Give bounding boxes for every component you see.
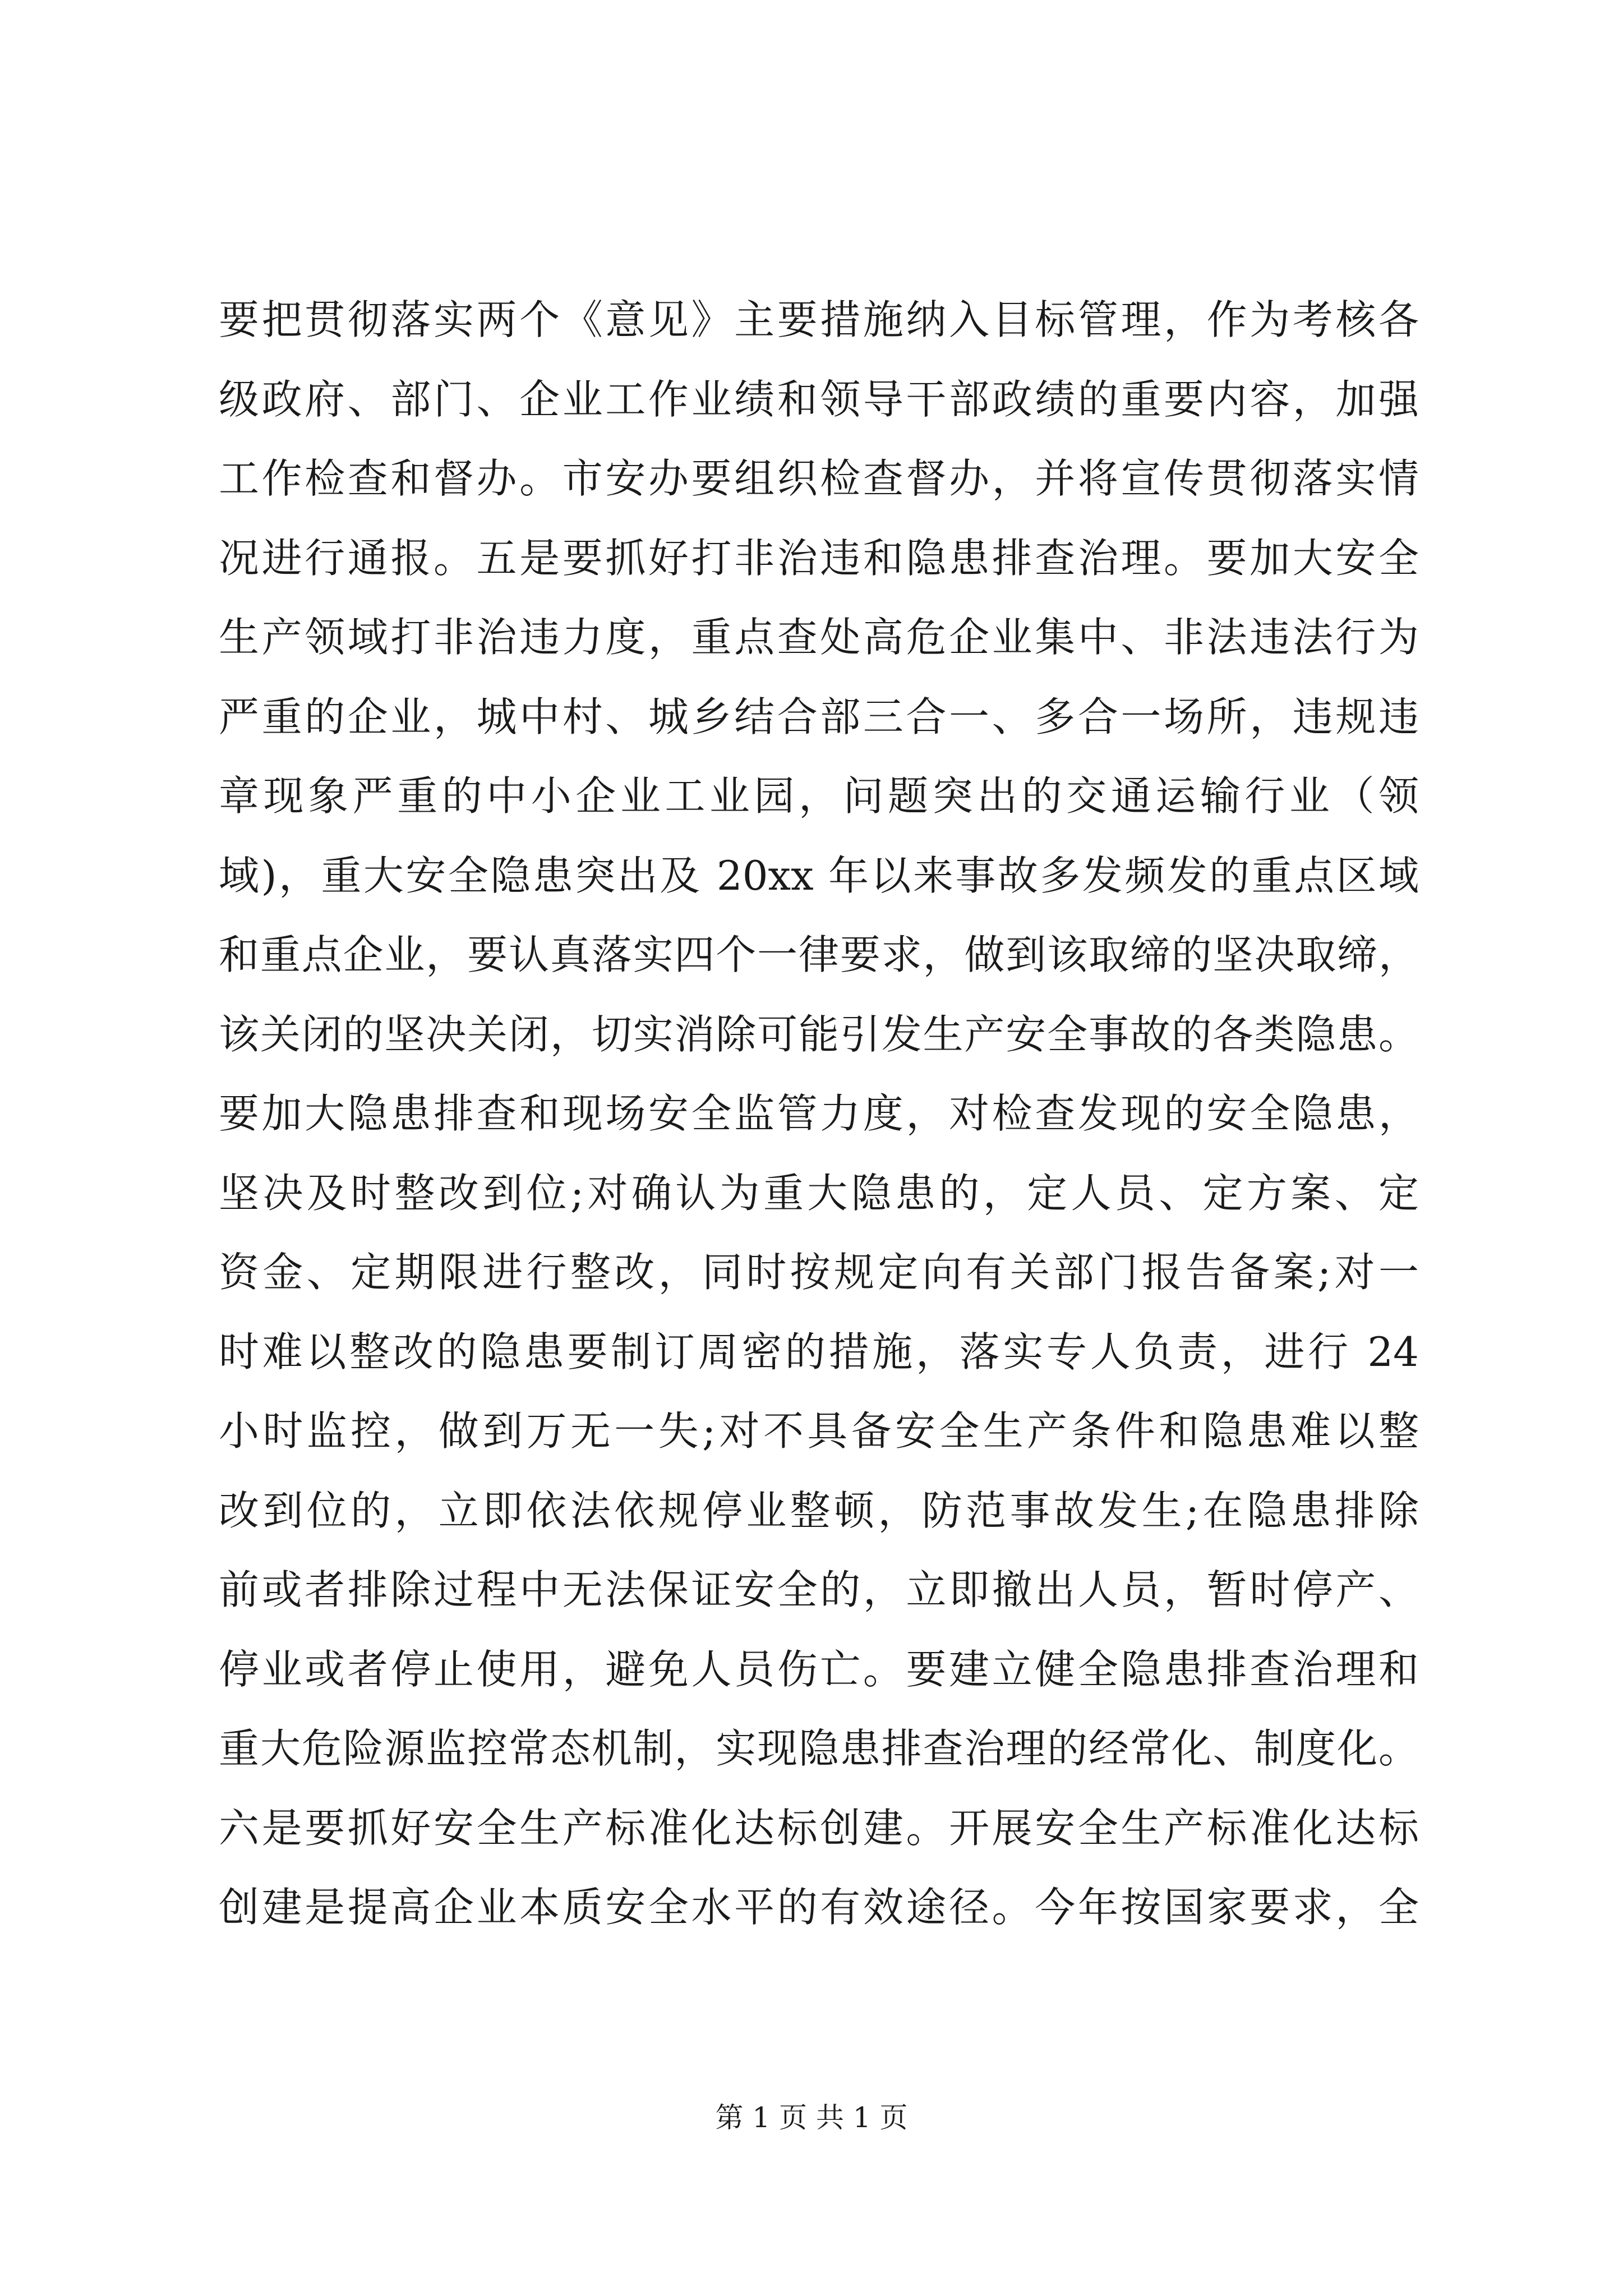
text-line: 要把贯彻落实两个《意见》主要措施纳入目标管理，作为考核各 <box>219 296 1419 343</box>
text-line: 要加大隐患排查和现场安全监管力度，对检查发现的安全隐患， <box>219 1090 1419 1137</box>
text-line: 停业或者停止使用，避免人员伤亡。要建立健全隐患排查治理和 <box>219 1645 1419 1693</box>
text-line: 坚决及时整改到位;对确认为重大隐患的，定人员、定方案、定 <box>219 1169 1419 1217</box>
text-line: 改到位的，立即依法依规停业整顿，防范事故发生;在隐患排除 <box>219 1487 1419 1534</box>
text-line: 重大危险源监控常态机制，实现隐患排查治理的经常化、制度化。 <box>219 1725 1419 1772</box>
text-line: 章现象严重的中小企业工业园，问题突出的交通运输行业（领 <box>219 772 1419 820</box>
text-line: 和重点企业，要认真落实四个一律要求，做到该取缔的坚决取缔， <box>219 931 1419 978</box>
body-text <box>219 280 1419 1948</box>
text-line: 六是要抓好安全生产标准化达标创建。开展安全生产标准化达标 <box>219 1804 1419 1852</box>
page-footer: 第 1 页 共 1 页 <box>715 2101 908 2134</box>
text-line: 工作检查和督办。市安办要组织检查督办，并将宣传贯彻落实情 <box>219 455 1419 502</box>
text-line: 况进行通报。五是要抓好打非治违和隐患排查治理。要加大安全 <box>219 534 1419 582</box>
text-line: 时难以整改的隐患要制订周密的措施，落实专人负责，进行 24 <box>219 1328 1419 1375</box>
text-line: 域)，重大安全隐患突出及 20xx 年以来事故多发频发的重点区域 <box>219 852 1419 899</box>
text-line: 该关闭的坚决关闭，切实消除可能引发生产安全事故的各类隐患。 <box>219 1010 1419 1058</box>
text-line: 级政府、部门、企业工作业绩和领导干部政绩的重要内容，加强 <box>219 375 1419 423</box>
text-line: 资金、定期限进行整改，同时按规定向有关部门报告备案;对一 <box>219 1249 1419 1296</box>
text-line: 生产领域打非治违力度，重点查处高危企业集中、非法违法行为 <box>219 614 1419 661</box>
text-line: 严重的企业，城中村、城乡结合部三合一、多合一场所，违规违 <box>219 693 1419 740</box>
text-line: 创建是提高企业本质安全水平的有效途径。今年按国家要求，全 <box>219 1884 1419 1931</box>
text-line: 小时监控，做到万无一失;对不具备安全生产条件和隐患难以整 <box>219 1407 1419 1455</box>
text-line: 前或者排除过程中无法保证安全的，立即撤出人员，暂时停产、 <box>219 1566 1419 1613</box>
